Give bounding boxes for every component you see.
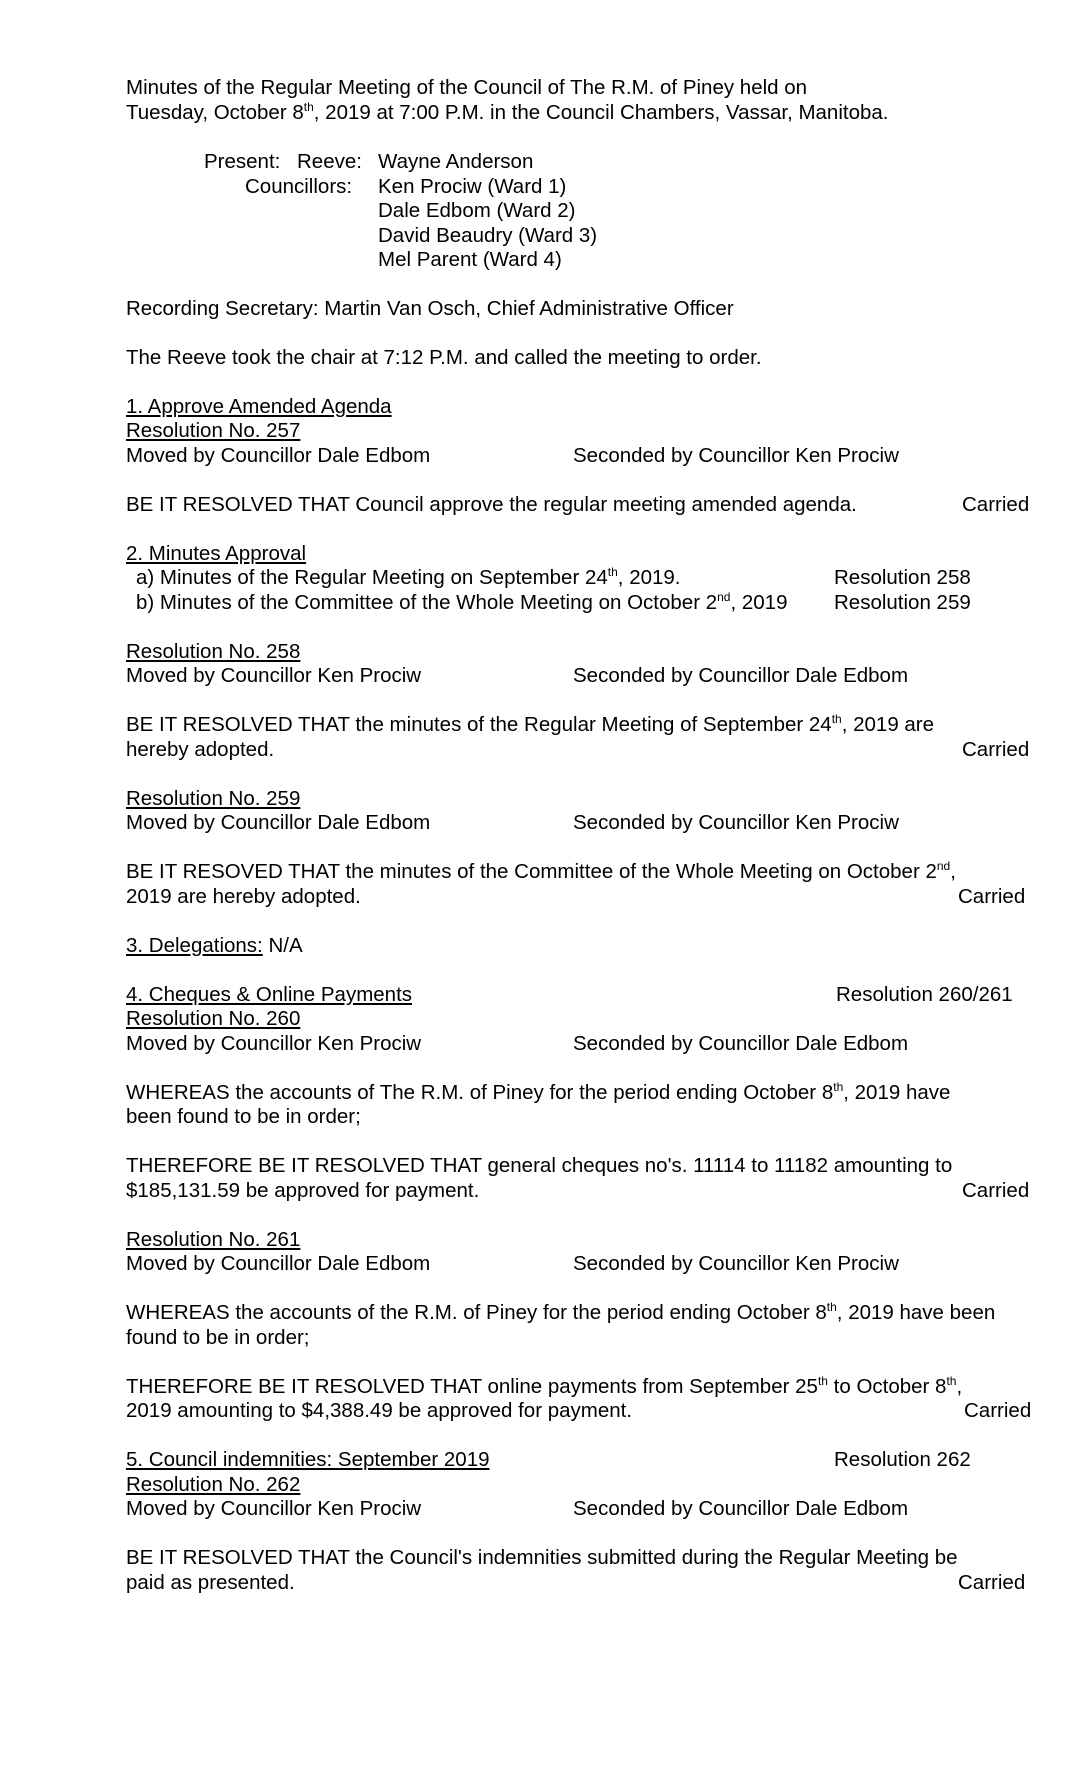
therefore-text: $185,131.59 be approved for payment. xyxy=(126,1179,480,1202)
resolution-number: Resolution No. 258 xyxy=(126,640,301,663)
carried-status: Carried xyxy=(958,885,1026,908)
resolution-text: 2019 are hereby adopted. xyxy=(126,885,361,908)
seconded-by: Seconded by Councillor Ken Prociw xyxy=(573,444,899,467)
resolution-text: BE IT RESOLVED THAT the Council's indemnities submitted during the Regular Meeting be xyxy=(126,1546,958,1569)
whereas-text: WHEREAS the accounts of the R.M. of Piney for the period ending October 8th, 2019 have been xyxy=(126,1300,996,1324)
resolution-number: Resolution No. 259 xyxy=(126,787,301,810)
councillor-item: Dale Edbom (Ward 2) xyxy=(378,199,576,222)
minutes-item-a: a) Minutes of the Regular Meeting on September 24th, 2019. xyxy=(136,565,681,589)
resolution-text: BE IT RESOLVED THAT the minutes of the Regular Meeting of September 24th, 2019 are xyxy=(126,712,935,736)
resolution-text: paid as presented. xyxy=(126,1571,295,1594)
section-heading-2: 2. Minutes Approval xyxy=(126,542,307,565)
present-label: Present: xyxy=(204,150,281,173)
therefore-text: 2019 amounting to $4,388.49 be approved for payment. xyxy=(126,1399,633,1422)
resolution-text: BE IT RESOVED THAT the minutes of the Committee of the Whole Meeting on October 2nd, xyxy=(126,859,956,883)
whereas-text: WHEREAS the accounts of The R.M. of Piney for the period ending October 8th, 2019 have xyxy=(126,1080,951,1104)
moved-by: Moved by Councillor Ken Prociw xyxy=(126,664,422,687)
therefore-text: THEREFORE BE IT RESOLVED THAT general cheques no's. 11114 to 11182 amounting to xyxy=(126,1154,953,1177)
reeve-name: Wayne Anderson xyxy=(378,150,534,173)
carried-status: Carried xyxy=(962,1179,1030,1202)
therefore-text: THEREFORE BE IT RESOLVED THAT online payments from September 25th to October 8th, xyxy=(126,1374,963,1398)
section-heading-4: 4. Cheques & Online Payments xyxy=(126,983,413,1006)
minutes-item-b-resolution: Resolution 259 xyxy=(834,591,971,614)
whereas-text: been found to be in order; xyxy=(126,1105,361,1128)
reeve-label: Reeve: xyxy=(297,150,362,173)
header-line-1: Minutes of the Regular Meeting of the Council of The R.M. of Piney held on xyxy=(126,76,808,99)
section-resolution-ref: Resolution 262 xyxy=(834,1448,971,1471)
councillors-label: Councillors: xyxy=(245,175,353,198)
carried-status: Carried xyxy=(962,738,1030,761)
resolution-number: Resolution No. 261 xyxy=(126,1228,301,1251)
section-resolution-ref: Resolution 260/261 xyxy=(836,983,1013,1006)
councillor-item: David Beaudry (Ward 3) xyxy=(378,224,598,247)
resolution-text: hereby adopted. xyxy=(126,738,275,761)
moved-by: Moved by Councillor Dale Edbom xyxy=(126,444,431,467)
section-heading-3: 3. Delegations: N/A xyxy=(126,934,303,957)
header-line-2: Tuesday, October 8th, 2019 at 7:00 P.M. in the Council Chambers, Vassar, Manitoba. xyxy=(126,100,889,124)
resolution-number: Resolution No. 257 xyxy=(126,419,301,442)
section-heading-1: 1. Approve Amended Agenda xyxy=(126,395,392,418)
carried-status: Carried xyxy=(964,1399,1032,1422)
seconded-by: Seconded by Councillor Dale Edbom xyxy=(573,1032,909,1055)
call-to-order: The Reeve took the chair at 7:12 P.M. and called the meeting to order. xyxy=(126,346,762,369)
councillor-item: Ken Prociw (Ward 1) xyxy=(378,175,567,198)
carried-status: Carried xyxy=(958,1571,1026,1594)
seconded-by: Seconded by Councillor Dale Edbom xyxy=(573,1497,909,1520)
recording-secretary: Recording Secretary: Martin Van Osch, Chief Administrative Officer xyxy=(126,297,734,320)
moved-by: Moved by Councillor Ken Prociw xyxy=(126,1497,422,1520)
whereas-text: found to be in order; xyxy=(126,1326,310,1349)
seconded-by: Seconded by Councillor Ken Prociw xyxy=(573,811,899,834)
seconded-by: Seconded by Councillor Dale Edbom xyxy=(573,664,909,687)
resolution-text: BE IT RESOLVED THAT Council approve the regular meeting amended agenda. xyxy=(126,493,857,516)
moved-by: Moved by Councillor Dale Edbom xyxy=(126,1252,431,1275)
minutes-item-b: b) Minutes of the Committee of the Whole Meeting on October 2nd, 2019 xyxy=(136,590,788,614)
carried-status: Carried xyxy=(962,493,1030,516)
councillor-item: Mel Parent (Ward 4) xyxy=(378,248,562,271)
resolution-number: Resolution No. 260 xyxy=(126,1007,301,1030)
moved-by: Moved by Councillor Ken Prociw xyxy=(126,1032,422,1055)
section-heading-5: 5. Council indemnities: September 2019 xyxy=(126,1448,490,1471)
moved-by: Moved by Councillor Dale Edbom xyxy=(126,811,431,834)
seconded-by: Seconded by Councillor Ken Prociw xyxy=(573,1252,899,1275)
minutes-item-a-resolution: Resolution 258 xyxy=(834,566,971,589)
resolution-number: Resolution No. 262 xyxy=(126,1473,301,1496)
